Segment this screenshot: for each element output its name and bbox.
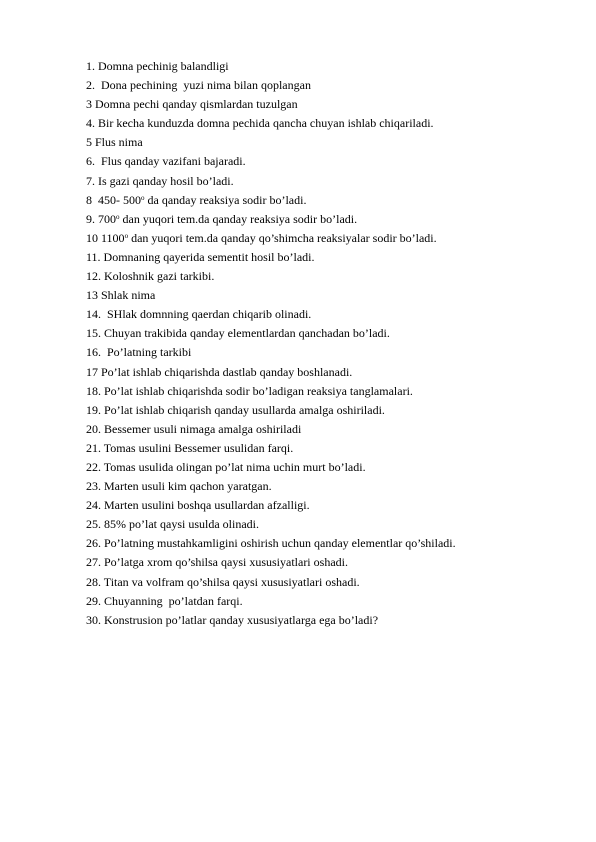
question-26: 26. Po’latning mustahkamligini oshirish uchun qanday elementlar qo’shiladi.	[86, 536, 456, 551]
question-15: 15. Chuyan trakibida qanday elementlardan qanchadan bo’ladi.	[86, 326, 390, 341]
question-27: 27. Po’latga xrom qo’shilsa qaysi xususiyatlari oshadi.	[86, 555, 348, 570]
question-8	[86, 191, 566, 210]
question-2: 2. Dona pechining yuzi nima bilan qoplangan	[86, 78, 311, 93]
question-17: 17 Po’lat ishlab chiqarishda dastlab qanday boshlanadi.	[86, 364, 353, 379]
question-9-text-before: 9. 700	[86, 211, 116, 226]
question-23: 23. Marten usuli kim qachon yaratgan.	[86, 479, 272, 494]
question-19: 19. Po’lat ishlab chiqarish qanday usullarda amalga oshiriladi.	[86, 402, 385, 417]
question-8-text-before: 8 450- 500	[86, 192, 141, 207]
degree-superscript: o	[141, 193, 145, 202]
question-10	[86, 229, 566, 248]
question-13: 13 Shlak nima	[86, 288, 156, 303]
degree-superscript: o	[124, 231, 129, 240]
question-25: 25. 85% po’lat qaysi usulda olinadi.	[86, 517, 259, 532]
degree-superscript: o	[116, 212, 120, 221]
question-4: 4. Bir kecha kunduzda domna pechida qancha chuyan ishlab chiqariladi.	[86, 116, 434, 131]
question-29: 29. Chuyanning po’latdan farqi.	[86, 593, 243, 608]
question-18: 18. Po’lat ishlab chiqarishda sodir bo’ladigan reaksiya tanglamalari.	[86, 383, 413, 398]
question-9	[86, 210, 566, 229]
question-7: 7. Is gazi qanday hosil bo’ladi.	[86, 173, 234, 188]
question-16: 16. Po’latning tarkibi	[86, 345, 192, 360]
question-30: 30. Konstrusion po’latlar qanday xususiyatlarga ega bo’ladi?	[86, 612, 379, 627]
question-24: 24. Marten usulini boshqa usullardan afzalligi.	[86, 498, 310, 513]
question-11: 11. Domnaning qayerida sementit hosil bo’ladi.	[86, 249, 315, 264]
question-12: 12. Koloshnik gazi tarkibi.	[86, 269, 215, 284]
question-20: 20. Bessemer usuli nimaga amalga oshiriladi	[86, 421, 302, 436]
question-6: 6. Flus qanday vazifani bajaradi.	[86, 154, 246, 169]
question-8-text-after: da qanday reaksiya sodir bo’ladi.	[144, 192, 307, 207]
question-10-text-before: 10 1100	[86, 230, 125, 245]
question-14: 14. SHlak domnning qaerdan chiqarib olinadi.	[86, 307, 312, 322]
question-1: 1. Domna pechinig balandligi	[86, 59, 229, 73]
question-10-text-after: dan yuqori tem.da qanday qo’shimcha reaksiyalar sodir bo’ladi.	[128, 230, 437, 245]
question-28: 28. Titan va volfram qo’shilsa qaysi xususiyatlari oshadi.	[86, 574, 360, 589]
question-5: 5 Flus nima	[86, 135, 143, 150]
question-list	[86, 57, 566, 630]
question-22: 22. Tomas usulida olingan po’lat nima uchin murt bo’ladi.	[86, 459, 366, 474]
question-9-text-after: dan yuqori tem.da qanday reaksiya sodir bo’ladi.	[119, 211, 358, 226]
question-21: 21. Tomas usulini Bessemer usulidan farqi.	[86, 440, 294, 455]
question-3: 3 Domna pechi qanday qismlardan tuzulgan	[86, 97, 298, 112]
